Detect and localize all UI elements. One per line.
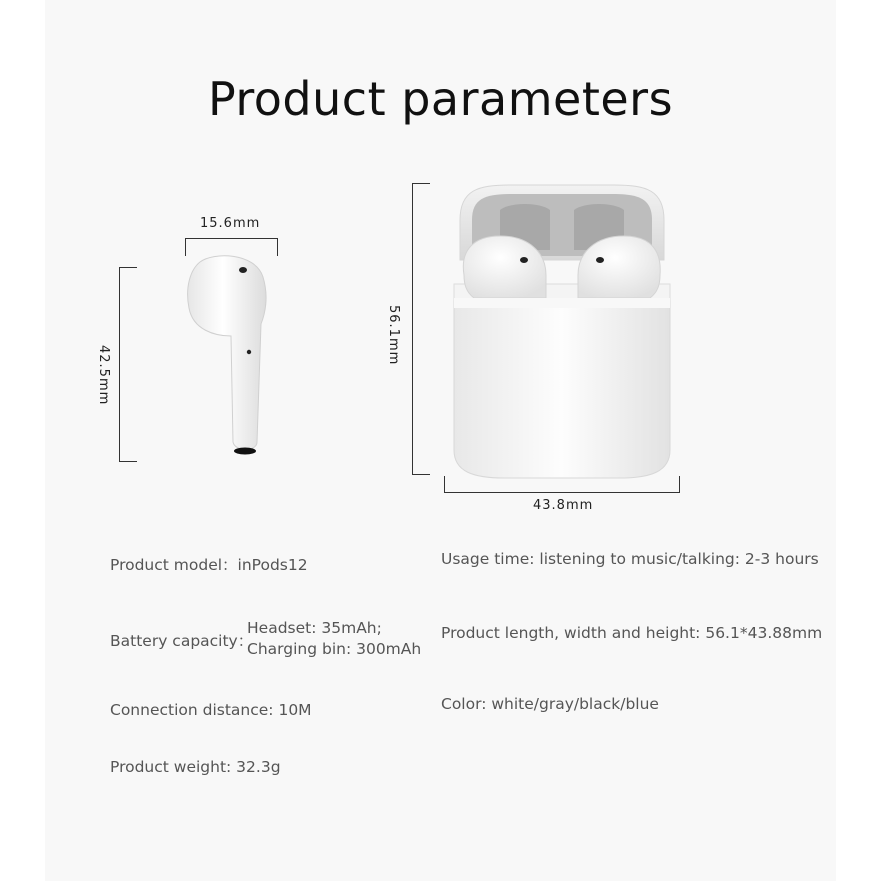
- spec-battery-headset: Headset: 35mAh;: [247, 619, 382, 637]
- case-height-bracket-top: [412, 183, 430, 184]
- case-width-bracket-bottom: [444, 492, 680, 493]
- earbud-height-bracket-bottom: [119, 461, 137, 462]
- earbud-height-label: 42.5mm: [96, 345, 111, 406]
- charging-case-image: [450, 180, 674, 480]
- case-width-bracket-right: [679, 476, 680, 493]
- spec-usage: Usage time: listening to music/talking: 2-3 hours: [441, 550, 819, 568]
- spec-distance: Connection distance: 10M: [110, 701, 312, 719]
- spec-battery-label: Battery capacity：: [110, 632, 254, 650]
- case-width-bracket-left: [444, 476, 445, 493]
- page-title: Product parameters: [207, 72, 674, 126]
- earbud-height-bracket-top: [119, 267, 137, 268]
- case-width-label: 43.8mm: [533, 498, 594, 513]
- earbud-image: [185, 252, 275, 452]
- background-panel: [45, 0, 836, 881]
- case-height-label: 56.1mm: [386, 305, 401, 366]
- earbud-height-bracket-left: [119, 267, 120, 462]
- spec-battery-bin: Charging bin: 300mAh: [247, 640, 422, 658]
- earbud-width-bracket-right: [277, 238, 278, 256]
- earbud-width-bracket-top: [185, 238, 278, 239]
- spec-size: Product length, width and height: 56.1*43.88mm: [441, 624, 823, 642]
- case-height-bracket-bottom: [412, 474, 430, 475]
- earbud-width-label: 15.6mm: [200, 216, 261, 231]
- spec-weight: Product weight: 32.3g: [110, 758, 281, 776]
- spec-color: Color: white/gray/black/blue: [441, 695, 659, 713]
- spec-model: Product model：inPods12: [110, 556, 308, 574]
- case-height-bracket-left: [412, 183, 413, 475]
